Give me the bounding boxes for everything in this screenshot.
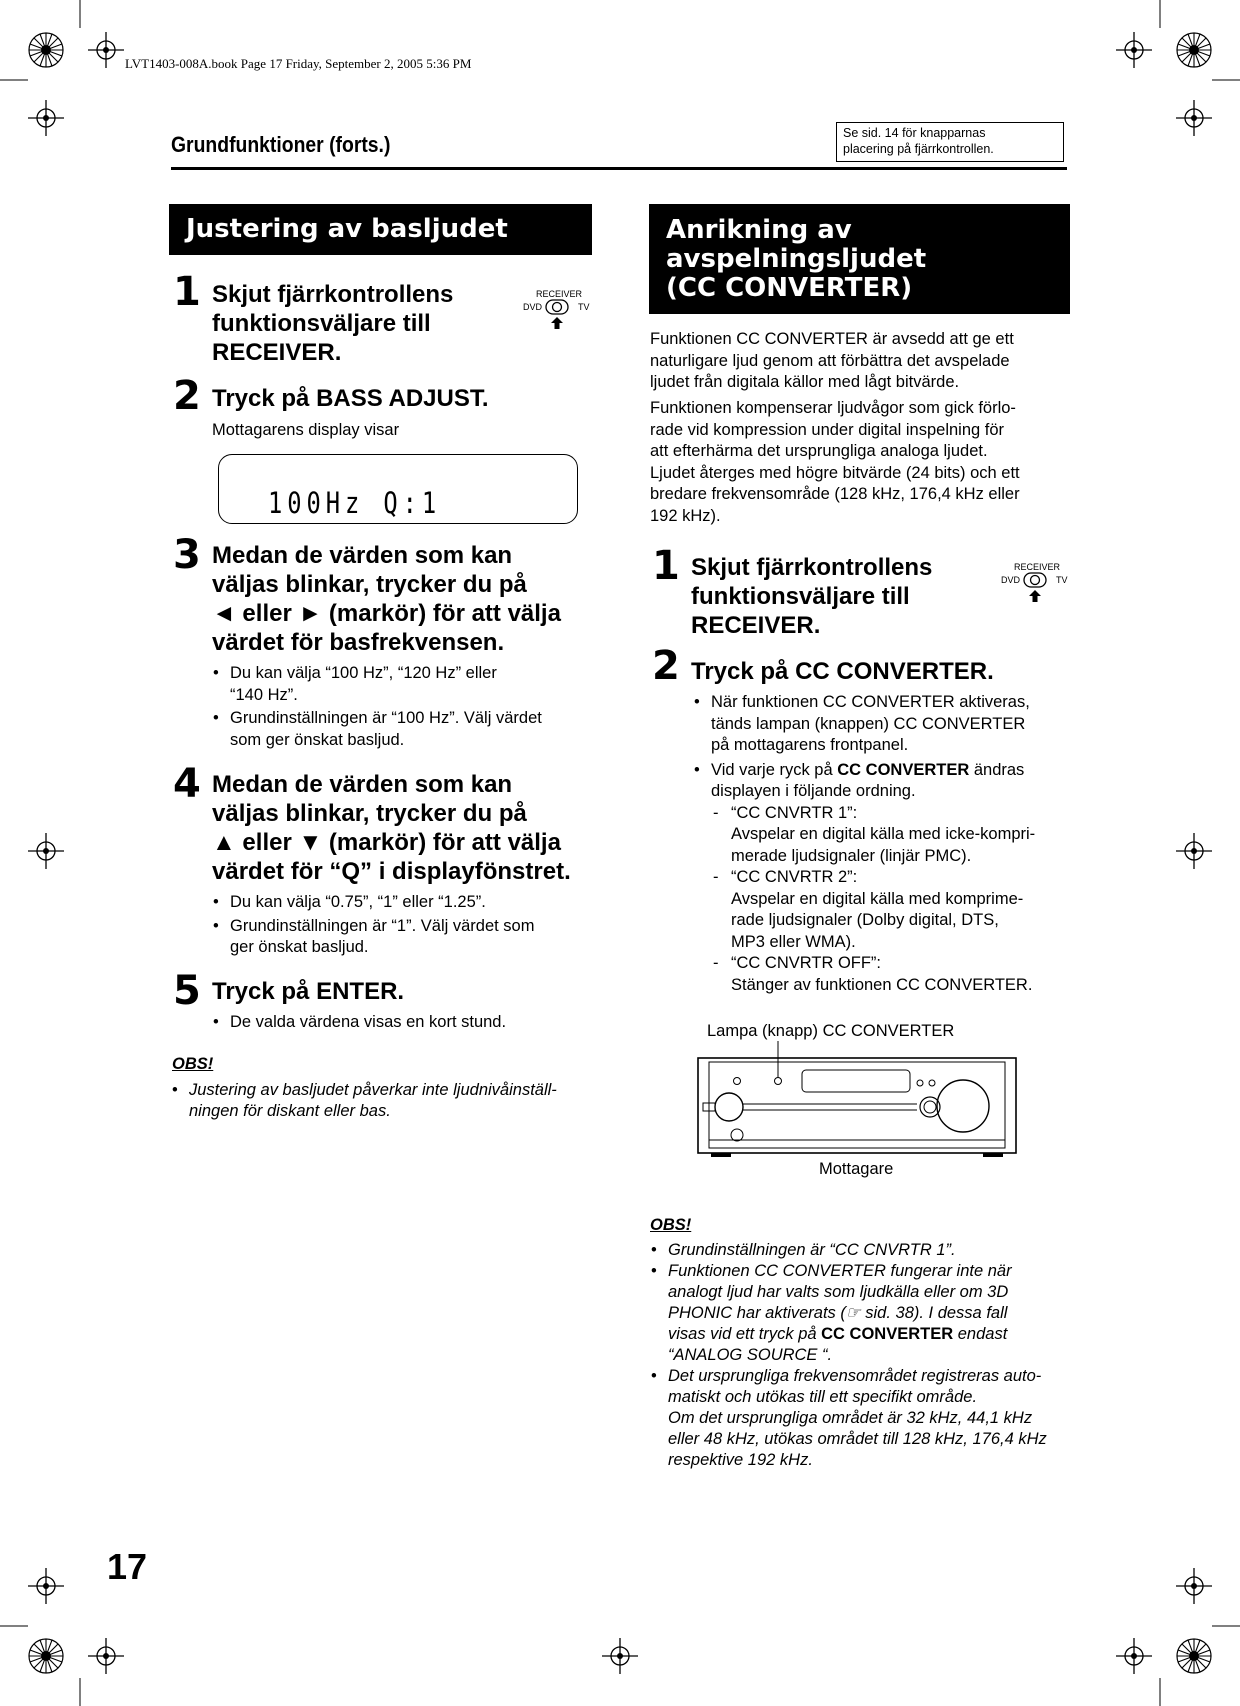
step-number: 2 — [652, 643, 680, 689]
step-number: 1 — [652, 543, 680, 589]
right-obs-notes — [651, 1240, 1076, 1471]
crosshair-mark — [602, 1638, 638, 1674]
corner-wheel-br — [1177, 1639, 1211, 1673]
crosshair-mark — [28, 833, 64, 869]
intro-paragraph-1: Funktionen CC CONVERTER är avsedd att ge ett naturligare ljud genom att förbättra det avspelade ljudet från digitala källor med lågt bitvärde. — [650, 330, 1014, 391]
book-info-line: LVT1403-008A.book Page 17 Friday, September 2, 2005 5:36 PM — [125, 56, 472, 71]
list-item: • Grundinställningen är “CC CNVRTR 1”. — [651, 1240, 1076, 1261]
step-5-bullets — [213, 1012, 598, 1034]
crosshair-mark — [28, 1568, 64, 1604]
right-step-1-title: Skjut fjärrkontrollens funktionsväljare till RECEIVER. — [691, 554, 933, 639]
left-heading: Justering av basljudet — [186, 214, 508, 244]
switch-label-receiver: RECEIVER — [536, 289, 583, 299]
list-item: • Funktionen CC CONVERTER fungerar inte när analogt ljud har valts som ljudkälla eller om 3D PHONIC har aktiverats (☞ sid. 38). I dessa fall visas vid ett tryck på CC CONVERTER endast “ANALOG SOURCE “. — [651, 1261, 1076, 1366]
crosshair-mark — [1176, 1568, 1212, 1604]
crosshair-mark — [1176, 100, 1212, 136]
crosshair-mark — [1176, 833, 1212, 869]
crosshair-mark — [88, 1638, 124, 1674]
left-obs-label: OBS! — [172, 1055, 214, 1073]
list-item: • Du kan välja “0.75”, “1” eller “1.25”. — [213, 892, 598, 914]
step-2-text: Mottagarens display visar — [212, 421, 400, 439]
list-item: • Grundinställningen är “1”. Välj värdet som ger önskat basljud. — [213, 916, 598, 959]
reference-note: Se sid. 14 för knapparnas placering på fjärrkontrollen. — [836, 122, 1064, 162]
step-1-title: Skjut fjärrkontrollens funktionsväljare till RECEIVER. — [212, 281, 454, 366]
list-item: • De valda värdena visas en kort stund. — [213, 1012, 598, 1034]
list-item: - “CC CNVRTR 1”: Avspelar en digital källa med icke-kompri- merade ljudsignaler (linjär PMC). — [711, 803, 1074, 868]
list-item: - “CC CNVRTR OFF”: Stänger av funktionen CC CONVERTER. — [711, 953, 1074, 996]
corner-wheel-bl — [29, 1639, 63, 1673]
switch-label-dvd: DVD — [523, 302, 543, 312]
step-number: 3 — [173, 532, 201, 578]
switch-label-tv: TV — [578, 302, 590, 312]
figure-caption: Mottagare — [819, 1160, 894, 1178]
crosshair-mark — [1116, 32, 1152, 68]
list-item: • Vid varje ryck på CC CONVERTER ändras displayen i följande ordning. - “CC CNVRTR 1”: Avspelar en digital källa med icke-kompri- merade ljudsignaler (linjär PMC). - “CC CNVRTR 2”: Avspelar en digital källa med komprime- rade ljudsignaler (Dolby digital, DTS, MP3 eller WMA). - “CC CNVRTR OFF”: Stänger av funktionen CC CONVERTER. — [694, 760, 1074, 997]
step-2-title: Tryck på BASS ADJUST. — [212, 385, 489, 412]
list-item: • Du kan välja “100 Hz”, “120 Hz” eller “140 Hz”. — [213, 663, 598, 706]
right-heading-line: (CC CONVERTER) — [666, 273, 913, 303]
intro-paragraph-2: Funktionen kompenserar ljudvågor som gick förlo- rade vid kompression under digital inspelning för att efterhärma det ursprungliga analoga ljudet. Ljudet återges med högre bitvärde (24 bits) och ett bredare frekvensområde (128 kHz, 176,4 kHz eller 192 kHz). — [650, 399, 1020, 525]
list-item: • Det ursprungliga frekvensområdet registreras auto- matiskt och utökas till ett specifikt område. Om det ursprungliga området är 32 kHz, 44,1 kHz eller 48 kHz, utökas området till 128 kHz, 176,4 kHz respektive 192 kHz. — [651, 1366, 1076, 1471]
display-readout: 100Hz Q:1 — [268, 486, 442, 520]
right-heading-line: Anrikning av — [666, 215, 852, 245]
switch-label-dvd: DVD — [1001, 575, 1021, 585]
right-heading-line: avspelningsljudet — [666, 244, 927, 274]
pointer-hand-icon: ☞ — [845, 1304, 861, 1322]
right-step-2-bullets — [694, 692, 1074, 996]
switch-label-receiver: RECEIVER — [1014, 562, 1061, 572]
corner-wheel-tl — [29, 33, 63, 67]
figure-label: Lampa (knapp) CC CONVERTER — [707, 1022, 955, 1040]
step-3-bullets — [213, 663, 598, 751]
step-5-title: Tryck på ENTER. — [212, 978, 405, 1005]
receiver-front-panel-diagram — [695, 1040, 1020, 1170]
section-title: Grundfunktioner (forts.) — [171, 132, 391, 157]
corner-wheel-tr — [1177, 33, 1211, 67]
step-number: 5 — [173, 968, 201, 1014]
crosshair-mark — [88, 32, 124, 68]
crosshair-mark — [28, 100, 64, 136]
left-heading-bar — [169, 204, 592, 255]
list-item: • När funktionen CC CONVERTER aktiveras, tänds lampan (knappen) CC CONVERTER på mottagarens frontpanel. — [694, 692, 1074, 757]
right-obs-label: OBS! — [650, 1216, 692, 1234]
step-number: 1 — [173, 269, 201, 315]
list-item: • Grundinställningen är “100 Hz”. Välj värdet som ger önskat basljud. — [213, 708, 598, 751]
page-number: 17 — [107, 1546, 148, 1587]
step-4-bullets — [213, 892, 598, 959]
crosshair-mark — [1116, 1638, 1152, 1674]
left-obs-note: • Justering av basljudet påverkar inte ljudnivåinställ- ningen för diskant eller bas. — [172, 1080, 614, 1122]
right-heading-bar — [649, 204, 1070, 314]
right-step-2-title: Tryck på CC CONVERTER. — [691, 658, 994, 685]
step-4-title: Medan de värden som kan väljas blinkar, trycker du på ▲ eller ▼ (markör) för att välja värdet för “Q” i displayfönstret. — [212, 771, 571, 885]
step-3-title: Medan de värden som kan väljas blinkar, trycker du på ◄ eller ► (markör) för att välja värdet för basfrekvensen. — [212, 542, 561, 656]
header-rule — [171, 167, 1067, 170]
switch-label-tv: TV — [1056, 575, 1068, 585]
step-number: 4 — [173, 761, 201, 807]
list-item: - “CC CNVRTR 2”: Avspelar en digital källa med komprime- rade ljudsignaler (Dolby digital, DTS, MP3 eller WMA). — [711, 867, 1074, 953]
step-number: 2 — [173, 373, 201, 419]
